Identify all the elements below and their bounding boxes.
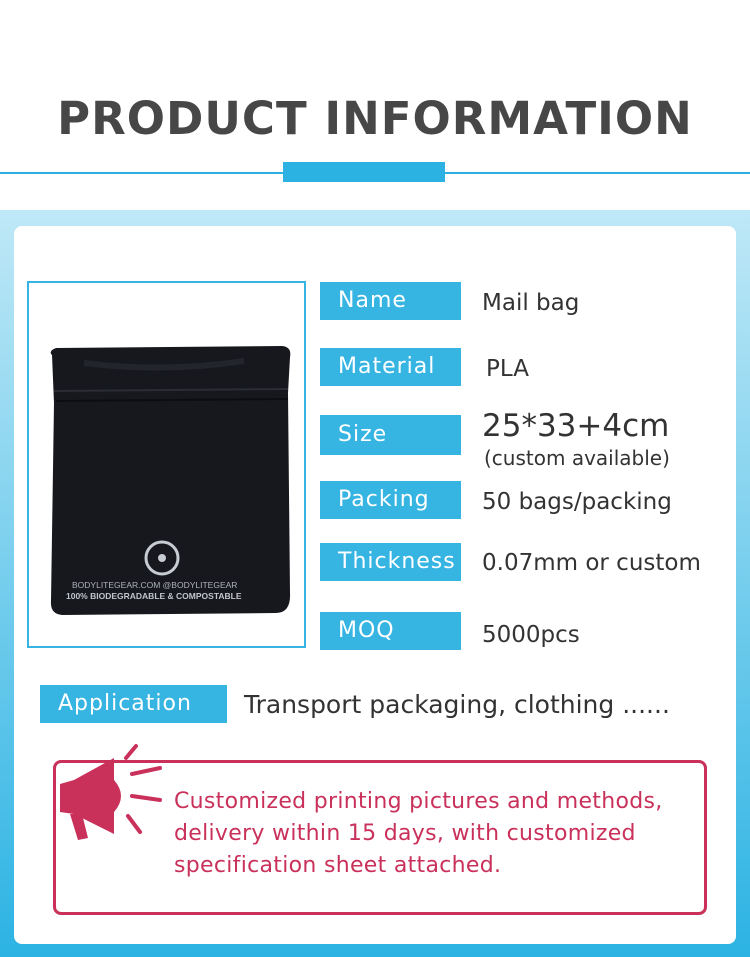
spec-value-size: 25*33+4cm	[482, 408, 670, 444]
bag-brand-text: BODYLITEGEAR.COM @BODYLITEGEAR	[72, 580, 238, 590]
announcement-line-2: delivery within 15 days, with customized	[174, 821, 636, 846]
application-value: Transport packaging, clothing ......	[244, 690, 670, 719]
bag-eco-text: 100% BIODEGRADABLE & COMPOSTABLE	[66, 591, 242, 601]
page-title: PRODUCT INFORMATION	[57, 92, 693, 145]
title-accent-bar	[283, 162, 445, 182]
spec-label-size: Size	[320, 415, 461, 455]
announcement-line-1: Customized printing pictures and methods,	[174, 789, 663, 814]
spec-label-thickness: Thickness	[320, 543, 461, 581]
spec-size-note: (custom available)	[484, 446, 670, 470]
announcement-line-3: specification sheet attached.	[174, 853, 502, 878]
spec-value-material: PLA	[486, 356, 529, 382]
megaphone-icon	[48, 738, 178, 848]
spec-label-moq: MOQ	[320, 612, 461, 650]
spec-label-material: Material	[320, 348, 461, 386]
product-photo	[27, 281, 306, 648]
mail-bag-image	[44, 343, 294, 618]
announcement-text	[174, 786, 704, 882]
spec-value-thickness: 0.07mm or custom	[482, 550, 701, 576]
spec-value-moq: 5000pcs	[482, 622, 580, 648]
spec-label-packing: Packing	[320, 481, 461, 519]
spec-label-name: Name	[320, 282, 461, 320]
spec-value-name: Mail bag	[482, 290, 580, 316]
application-label: Application	[40, 685, 227, 723]
spec-value-packing: 50 bags/packing	[482, 489, 672, 515]
